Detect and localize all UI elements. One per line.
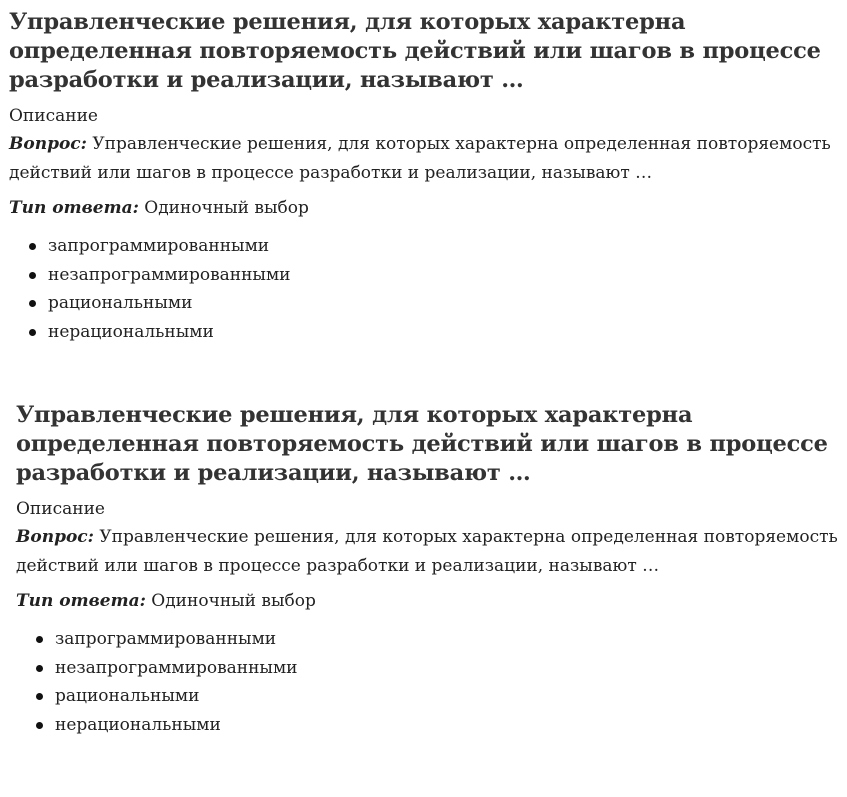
answer-option — [29, 232, 839, 261]
answer-option — [29, 289, 839, 318]
bullet-icon — [36, 693, 43, 700]
answer-option-text: незапрограммированными — [55, 657, 298, 678]
bullet-icon — [36, 665, 43, 672]
bullet-icon — [29, 300, 36, 307]
answer-option — [29, 261, 839, 290]
answer-option-text: запрограммированными — [55, 629, 277, 649]
bullet-icon — [29, 243, 36, 250]
answer-type-label: Тип ответа: — [9, 198, 139, 218]
question-card — [16, 401, 846, 739]
answer-option — [36, 682, 846, 711]
answer-type-value: Одиночный выбор — [151, 591, 316, 611]
question-label: Вопрос: — [16, 527, 94, 547]
description-label: Описание — [9, 106, 98, 126]
bullet-icon — [29, 329, 36, 336]
bullet-icon — [36, 636, 43, 643]
question-paragraph — [9, 130, 839, 188]
answer-option-text: нерациональными — [48, 321, 214, 342]
answer-type-line — [16, 588, 846, 614]
answer-option — [36, 625, 846, 654]
question-text: Управленческие решения, для которых характерна определенная повторяемость действий или шагов в процессе разработки и реализации, называют … — [9, 134, 831, 183]
answer-option — [36, 654, 846, 683]
answer-option-text: нерациональными — [55, 714, 221, 735]
answer-option-text: рациональными — [55, 686, 200, 707]
question-card — [9, 8, 839, 346]
answer-type-label: Тип ответа: — [16, 591, 146, 611]
question-text: Управленческие решения, для которых характерна определенная повторяемость действий или шагов в процессе разработки и реализации, называют … — [16, 527, 838, 576]
bullet-icon — [29, 272, 36, 279]
answer-options-list — [16, 625, 846, 739]
bullet-icon — [36, 722, 43, 729]
answer-option-text: рациональными — [48, 293, 193, 314]
answer-type-line — [9, 195, 839, 221]
answer-options-list — [9, 232, 839, 346]
description-label: Описание — [16, 499, 105, 519]
question-title: Управленческие решения, для которых характерна определенная повторяемость действий или шагов в процессе разработки и реализации, называют … — [9, 9, 821, 93]
question-title: Управленческие решения, для которых характерна определенная повторяемость действий или шагов в процессе разработки и реализации, называют … — [16, 402, 828, 486]
answer-option-text: незапрограммированными — [48, 264, 291, 285]
question-label: Вопрос: — [9, 134, 87, 154]
answer-option-text: запрограммированными — [48, 236, 270, 256]
answer-option — [29, 318, 839, 347]
answer-option — [36, 711, 846, 740]
answer-type-value: Одиночный выбор — [144, 198, 309, 218]
question-paragraph — [16, 523, 846, 581]
